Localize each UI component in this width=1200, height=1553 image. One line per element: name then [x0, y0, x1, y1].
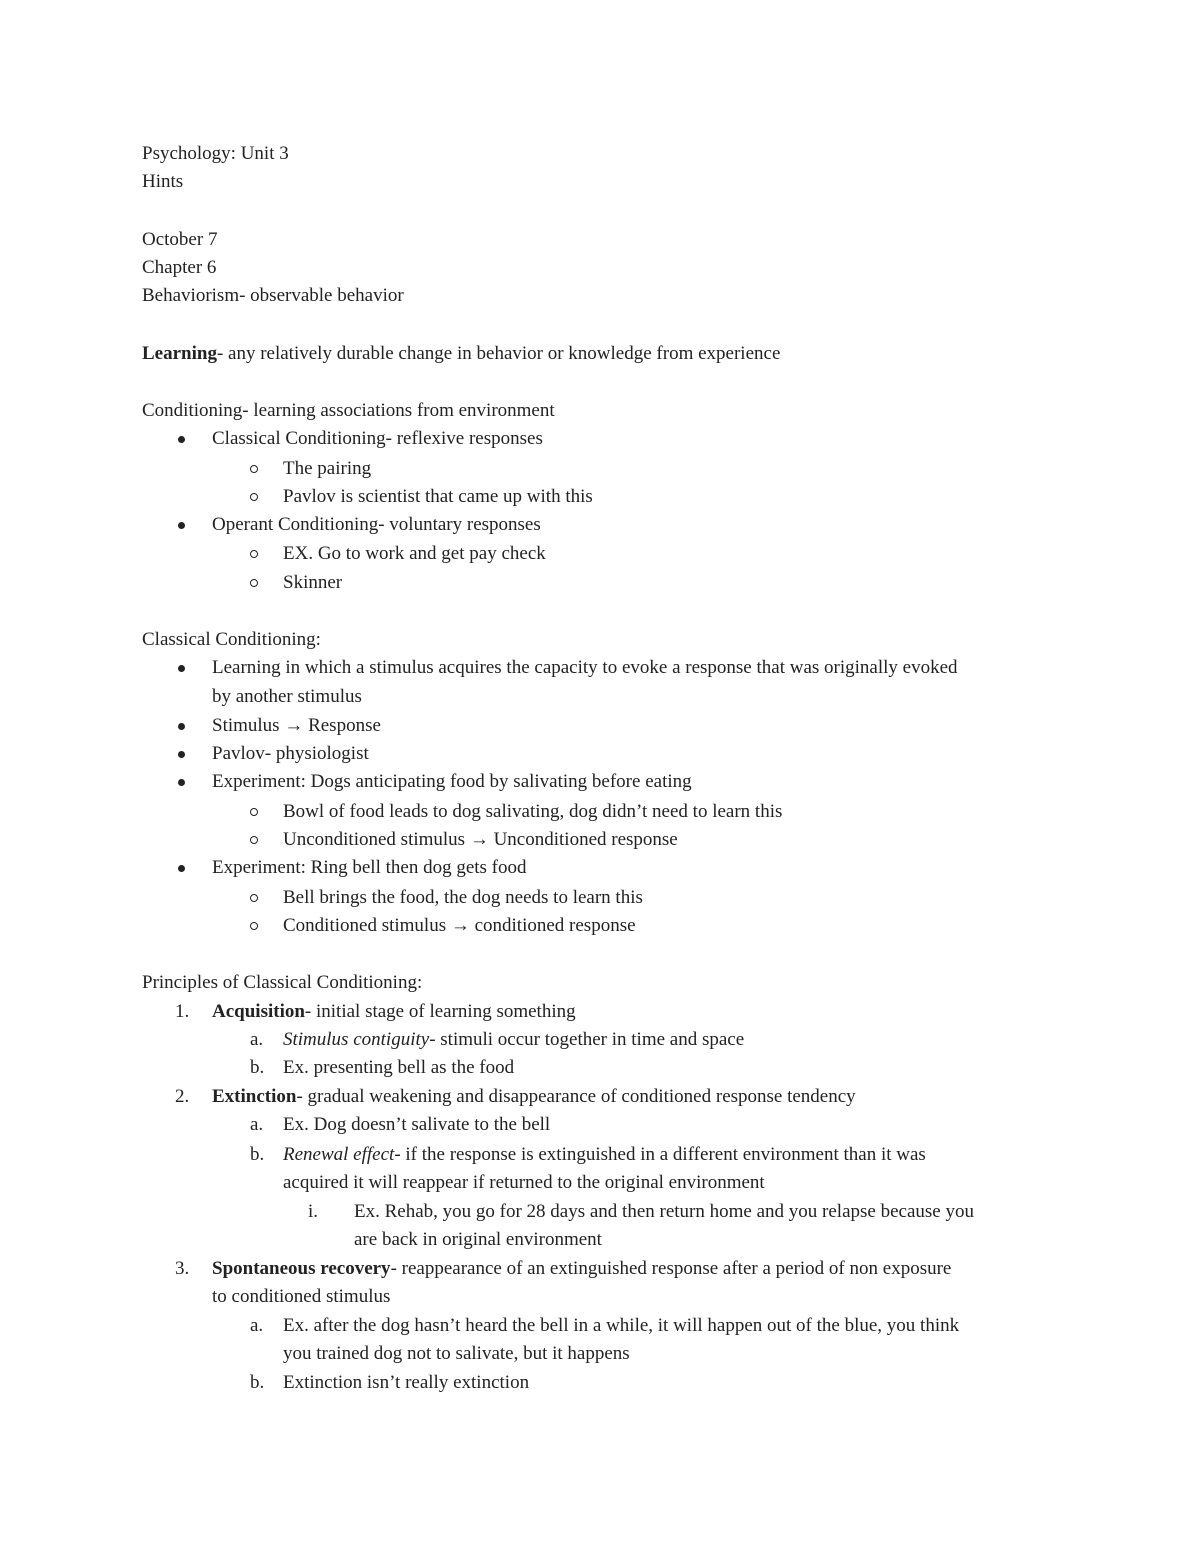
behaviorism-line: Behaviorism- observable behavior	[142, 285, 404, 306]
classical-heading: Classical Conditioning:	[142, 629, 321, 650]
renewal-effect-definition: - if the response is extinguished in a different environment than it was	[394, 1144, 926, 1165]
circle-bullet-icon	[250, 493, 258, 501]
bullet-icon	[178, 779, 185, 786]
classical-bullet-4-sub: Unconditioned stimulus → Unconditioned response	[283, 829, 678, 850]
list-letter: a.	[250, 1114, 264, 1135]
acquisition-sub-b: Ex. presenting bell as the food	[283, 1057, 515, 1078]
extinction-sub-a: Ex. Dog doesn’t salivate to the bell	[283, 1114, 551, 1135]
classical-sub-item: Pavlov is scientist that came up with this	[283, 486, 593, 507]
classical-bullet-3: Pavlov- physiologist	[212, 743, 369, 764]
list-letter: a.	[250, 1029, 264, 1050]
stimulus-contiguity-definition: - stimuli occur together in time and space	[429, 1029, 745, 1050]
classical-bullet-1-line2: by another stimulus	[212, 686, 362, 707]
list-letter: b.	[250, 1372, 265, 1393]
learning-text: - any relatively durable change in behavior or knowledge from experience	[216, 343, 781, 364]
acquisition-definition: - initial stage of learning something	[304, 1001, 576, 1022]
acquisition-term: Acquisition	[212, 1001, 305, 1022]
acquisition-sub-a	[283, 1026, 744, 1054]
classical-bullet-5-sub: Bell brings the food, the dog needs to learn this	[283, 887, 643, 908]
page-title: Psychology: Unit 3	[142, 143, 289, 164]
spontaneous-sub-a-line2: you trained dog not to salivate, but it happens	[283, 1343, 630, 1364]
spontaneous-sub-b: Extinction isn’t really extinction	[283, 1372, 530, 1393]
operant-sub-item: Skinner	[283, 572, 343, 593]
operant-bullet: Operant Conditioning- voluntary responses	[212, 514, 541, 535]
date-line: October 7	[142, 229, 218, 250]
classical-bullet-5: Experiment: Ring bell then dog gets food	[212, 857, 527, 878]
bullet-icon	[178, 436, 185, 443]
list-letter: b.	[250, 1057, 265, 1078]
bullet-icon	[178, 665, 185, 672]
classical-bullet-2: Stimulus → Response	[212, 715, 381, 736]
renewal-effect-term: Renewal effect	[283, 1144, 395, 1165]
principle-spontaneous-recovery	[212, 1255, 951, 1283]
circle-bullet-icon	[250, 465, 258, 473]
principles-heading: Principles of Classical Conditioning:	[142, 972, 423, 993]
list-number: 1.	[175, 1001, 190, 1022]
bullet-icon	[178, 865, 185, 872]
classical-sub-item: The pairing	[283, 458, 372, 479]
bullet-icon	[178, 522, 185, 529]
spontaneous-recovery-line2: to conditioned stimulus	[212, 1286, 391, 1307]
circle-bullet-icon	[250, 894, 258, 902]
learning-definition	[142, 340, 780, 368]
learning-term: Learning	[142, 343, 217, 364]
operant-sub-item: EX. Go to work and get pay check	[283, 543, 546, 564]
principle-acquisition	[212, 998, 576, 1026]
stimulus-contiguity-term: Stimulus contiguity	[283, 1029, 430, 1050]
classical-bullet-4: Experiment: Dogs anticipating food by salivating before eating	[212, 771, 692, 792]
conditioning-heading: Conditioning- learning associations from environment	[142, 400, 555, 421]
classical-bullet-4-sub: Bowl of food leads to dog salivating, dog didn’t need to learn this	[283, 801, 783, 822]
extinction-definition: - gradual weakening and disappearance of conditioned response tendency	[296, 1086, 856, 1107]
bullet-icon	[178, 723, 185, 730]
circle-bullet-icon	[250, 836, 258, 844]
list-number: 2.	[175, 1086, 190, 1107]
classical-bullet-5-sub: Conditioned stimulus → conditioned response	[283, 915, 636, 936]
spontaneous-recovery-term: Spontaneous recovery	[212, 1258, 391, 1279]
classical-bullet-1-line1: Learning in which a stimulus acquires the capacity to evoke a response that was originally evoked	[212, 657, 958, 678]
spontaneous-recovery-definition: - reappearance of an extinguished response after a period of non exposure	[390, 1258, 952, 1279]
page-subtitle: Hints	[142, 171, 184, 192]
spontaneous-sub-a-line1: Ex. after the dog hasn’t heard the bell in a while, it will happen out of the blue, you think	[283, 1315, 960, 1336]
list-roman: i.	[308, 1201, 319, 1222]
circle-bullet-icon	[250, 922, 258, 930]
list-letter: b.	[250, 1144, 265, 1165]
classical-bullet: Classical Conditioning- reflexive responses	[212, 428, 543, 449]
bullet-icon	[178, 751, 185, 758]
chapter-line: Chapter 6	[142, 257, 217, 278]
principle-extinction	[212, 1083, 856, 1111]
list-letter: a.	[250, 1315, 264, 1336]
extinction-term: Extinction	[212, 1086, 297, 1107]
extinction-sub-b-line2: acquired it will reappear if returned to the original environment	[283, 1172, 765, 1193]
circle-bullet-icon	[250, 550, 258, 558]
renewal-example-line2: are back in original environment	[354, 1229, 602, 1250]
renewal-example-line1: Ex. Rehab, you go for 28 days and then return home and you relapse because you	[354, 1201, 974, 1222]
extinction-sub-b	[283, 1141, 926, 1169]
circle-bullet-icon	[250, 579, 258, 587]
list-number: 3.	[175, 1258, 190, 1279]
circle-bullet-icon	[250, 808, 258, 816]
